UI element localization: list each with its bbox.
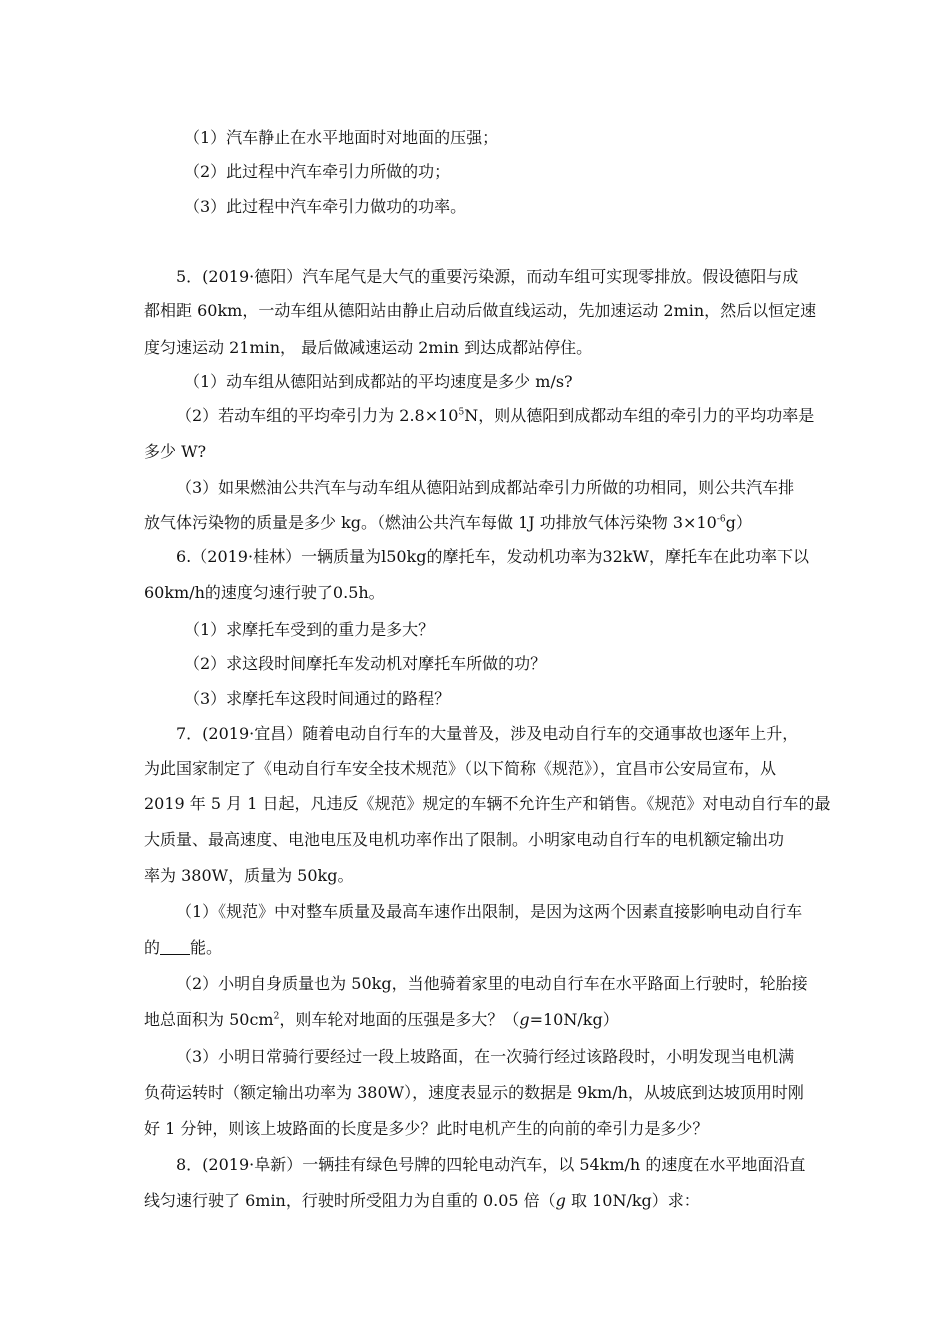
q7-sub1-line2: 的 能。 [144,938,223,957]
q5-line1: 5．(2019·德阳）汽车尾气是大气的重要污染源，而动车组可实现零排放。假设德阳与成 [176,267,799,286]
q4-sub1: （1）汽车静止在水平地面时对地面的压强； [184,128,499,147]
q5-sub1: （1）动车组从德阳站到成都站的平均速度是多少 m/s? [184,372,573,391]
q8-line1: 8．(2019·阜新）一辆挂有绿色号牌的四轮电动汽车，以 54km/h 的速度在水平地面沿直 [176,1155,806,1174]
q6-sub3: （3）求摩托车这段时间通过的路程？ [184,689,451,708]
q6-sub2: （2）求这段时间摩托车发动机对摩托车所做的功？ [184,654,547,673]
q7-sub3-line2: 负荷运转时（额定输出功率为 380W），速度表显示的数据是 9km/h，从坡底到达坡顶用时刚 [144,1083,804,1102]
q7-sub1-line1: （1）《规范》中对整车质量及最高车速作出限制，是因为这两个因素直接影响电动自行车 [176,902,803,921]
q4-sub3: （3）此过程中汽车牵引力做功的功率。 [184,197,467,216]
q7-line1: 7．(2019·宜昌）随着电动自行车的大量普及，涉及电动自行车的交通事故也逐年上升， [176,724,799,743]
q6-line2: 60km/h的速度匀速行驶了0.5h。 [144,583,385,602]
q7-line3: 2019 年 5 月 1 日起，凡违反《规范》规定的车辆不允许生产和销售。《规范》对电动自行车的最 [144,794,831,813]
q7-line5: 率为 380W，质量为 50kg。 [144,866,354,885]
q4-sub2: （2）此过程中汽车牵引力所做的功； [184,162,451,181]
q7-sub3-line3: 好 1 分钟，则该上坡路面的长度是多少？此时电机产生的向前的牵引力是多少？ [144,1119,709,1138]
q7-sub3-line1: （3）小明日常骑行要经过一段上坡路面，在一次骑行经过该路段时，小明发现当电机满 [176,1047,795,1066]
q5-sub2-line1: （2）若动车组的平均牵引力为 $2.8\times 10^5N$，则从德阳到成都动车组的牵引力的平均功率是 [176,406,815,425]
q5-sub3-line1: （3）如果燃油公共汽车与动车组从德阳站到成都站牵引力所做的功相同，则公共汽车排 [176,478,795,497]
q7-sub2-line1: （2）小明自身质量也为 50kg，当他骑着家里的电动自行车在水平路面上行驶时，轮胎接 [176,974,808,993]
q8-line2: 线匀速行驶了 6min，行驶时所受阻力为自重的 0.05 倍（g 取 10N/kg）求： [144,1191,700,1210]
q7-line4: 大质量、最高速度、电池电压及电机功率作出了限制。小明家电动自行车的电机额定输出功 [144,830,785,849]
answer-blank [160,940,190,955]
q6-line1: 6.（2019·桂林）一辆质量为l50kg的摩托车，发动机功率为32kW，摩托车在此功率下以 [176,547,809,566]
q5-sub2-line2: 多少 W? [144,442,207,461]
q5-line2: 都相距 60km，一动车组从德阳站由静止启动后做直线运动，先加速运动 2min，然后以恒定速 [144,301,817,320]
q5-line3: 度匀速运动 21min， 最后做减速运动 2min 到达成都站停住。 [144,338,593,357]
q5-sub3-line2: 放气体污染物的质量是多少 kg。（燃油公共汽车每做 1J 功排放气体污染物 $3\times 10^{-6}g$） [144,513,752,532]
q7-sub2-line2: 地总面积为 $50cm^2$，则车轮对地面的压强是多大？（g=10N/kg） [144,1010,619,1029]
q7-line2: 为此国家制定了《电动自行车安全技术规范》（以下简称《规范》），宜昌市公安局宣布，从 [144,759,777,778]
q6-sub1: （1）求摩托车受到的重力是多大？ [184,620,435,639]
